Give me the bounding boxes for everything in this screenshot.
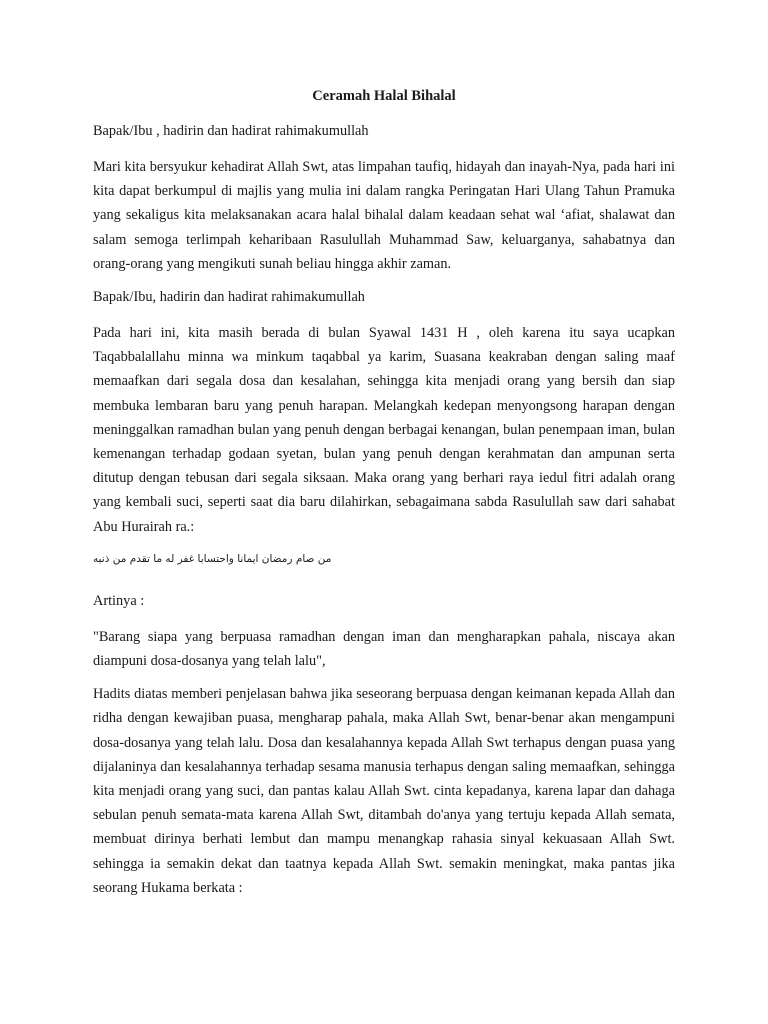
- greeting-2: Bapak/Ibu, hadirin dan hadirat rahimakumullah: [93, 289, 365, 306]
- document-page: [93, 86, 675, 909]
- hadith-translation: "Barang siapa yang berpuasa ramadhan dengan iman dan mengharapkan pahala, niscaya akan diampuni dosa-dosanya yang telah lalu",: [93, 628, 675, 670]
- greeting-1: Bapak/Ibu , hadirin dan hadirat rahimakumullah: [93, 123, 369, 139]
- paragraph-opening: Mari kita bersyukur kehadirat Allah Swt, atas limpahan taufiq, hidayah dan inayah-Nya, pada hari ini kita dapat berkumpul di majlis yang mulia ini dalam rangka Peringatan Hari Ulang Tahun Pramuka yang sekaligus kita melaksanakan acara halal bihalal dalam keadaan sehat wal ‘afiat, shalawat dan salam semoga terlimpah keharibaan Rasulullah Muhammad Saw, keluarganya, sahabatnya dan orang-orang yang mengikuti sunah beliau hingga akhir zaman.: [93, 159, 675, 272]
- paragraph-syawal: Pada hari ini, kita masih berada di bulan Syawal 1431 H , oleh karena itu saya ucapkan Taqabbalallahu minna wa minkum taqabbal ya karim, Suasana keakraban dengan saling maaf memaafkan dari segala dosa dan kesalahan, sehingga kita menjadi orang yang bersih dan siap membuka lembaran baru yang penuh harapan. Melangkah kedepan menyongsong harapan dengan meninggalkan ramadhan bulan yang penuh dengan berbagai kenangan, bulan penempaan iman, bulan kemenangan terhadap godaan syetan, bulan yang penuh dengan kerahmatan dan ampunan serta ditutup dengan tebusan dari segala siksaan. Maka orang yang berhari raya iedul fitri adalah orang yang kembali suci, seperti saat dia baru dilahirkan, sebagaimana sabda Rasulullah saw dari sahabat Abu Hurairah ra.:: [93, 325, 675, 535]
- document-title: Ceramah Halal Bihalal: [312, 88, 456, 104]
- arabic-hadith: من صام رمضان ايمانا واحتسابا غفر له ما تقدم من ذنبه: [93, 552, 332, 565]
- paragraph-explanation: Hadits diatas memberi penjelasan bahwa jika seseorang berpuasa dengan keimanan kepada Allah dan ridha dengan kewajiban puasa, mengharap pahala, maka Allah Swt, benar-benar akan mengampuni dosa-dosanya yang telah lalu. Dosa dan kesalahannya kepada Allah Swt terhapus dengan puasa yang dijalaninya dan kesalahannya terhadap sesama manusia terhapus dengan saling memaafkan, sehingga kita menjadi orang yang suci, dan pantas kalau Allah Swt. cinta kepadanya, karena lapar dan dahaga sebulan penuh semata-mata karena Allah Swt, ditambah do'anya yang tertuju kepada Allah semata, membuat dirinya berhati lembut dan mampu menangkap rahasia sinyal kekuasaan Allah Swt. sehingga ia semakin dekat dan taatnya kepada Allah Swt. semakin meningkat, maka pantas jika seorang Hukama berkata :: [93, 686, 675, 896]
- artinya-label: Artinya :: [93, 592, 145, 609]
